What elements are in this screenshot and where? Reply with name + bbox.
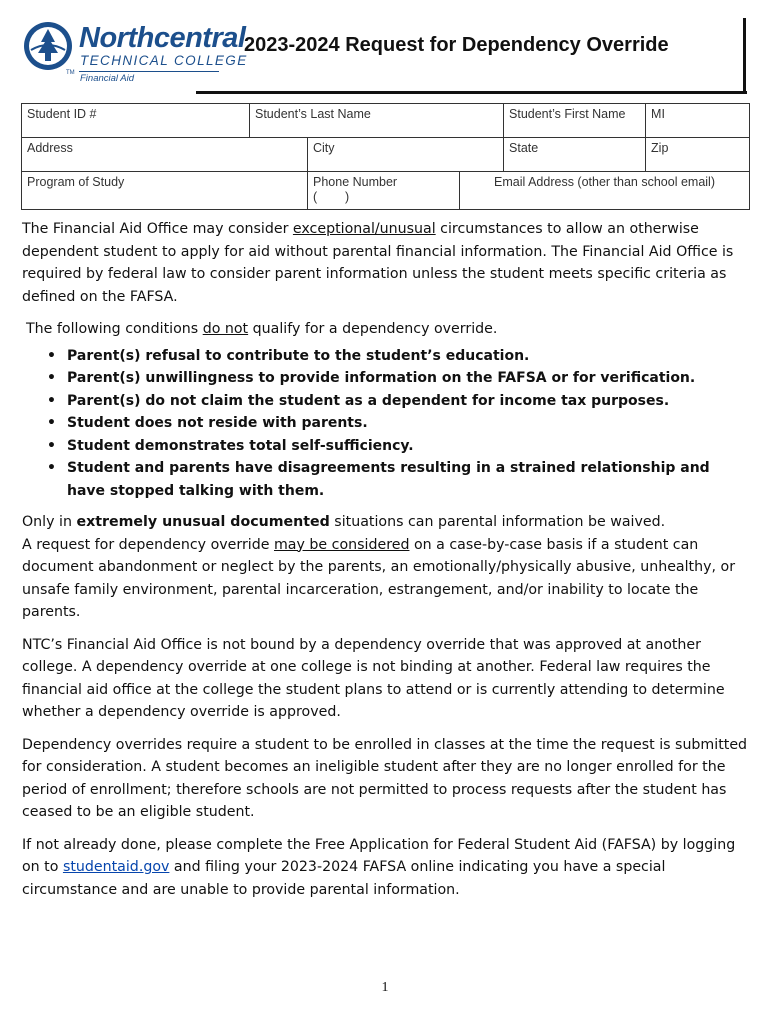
phone-label: Phone Number	[313, 175, 398, 189]
program-field[interactable]	[22, 172, 308, 210]
fafsa-paragraph: If not already done, please complete the Free Application for Federal Student Aid (FAFSA) by logging on to studentaid.gov and filing your 2023-2024 FAFSA online indicating you have a special circumstance and are unable to provide parental information.	[22, 836, 736, 898]
email-field[interactable]	[460, 172, 750, 210]
college-logo	[22, 18, 248, 88]
logo-subtitle: TECHNICAL COLLEGE	[80, 53, 248, 68]
program-label: Program of Study	[27, 175, 125, 189]
non-qualifying-conditions-list	[22, 345, 750, 503]
logo-name: Northcentral	[79, 22, 246, 54]
student-id-label: Student ID #	[27, 107, 97, 121]
address-field[interactable]	[22, 138, 308, 172]
title-border-right	[743, 18, 746, 93]
binding-paragraph: NTC’s Financial Aid Office is not bound by a dependency override that was approved at another college. A dependency override at one college is not binding at another. Federal law requires the financial aid office at the college the student plans to attend or is currently attending to determine whether a dependency override is approved.	[22, 636, 725, 720]
student-info-table	[21, 103, 750, 210]
title-border-bottom	[196, 91, 747, 94]
student-id-field[interactable]	[22, 104, 250, 138]
page-number: 1	[381, 980, 389, 995]
intro-paragraph: The Financial Aid Office may consider exceptional/unusual circumstances to allow an otherwise dependent student to apply for aid without parental financial information. The Financial Aid Office is required by federal law to consider parent information unless the student meets specific criteria as defined on the FAFSA.	[22, 221, 734, 305]
conditions-intro: The following conditions do not qualify for a dependency override.	[26, 321, 498, 337]
logo-trademark: TM	[66, 70, 75, 76]
list-item: • Parent(s) do not claim the student as a dependent for income tax purposes.	[67, 390, 750, 413]
last-name-label: Student’s Last Name	[255, 107, 371, 121]
mi-field[interactable]	[646, 104, 750, 138]
mi-label: MI	[651, 107, 665, 121]
document-header	[0, 0, 770, 100]
state-label: State	[509, 141, 539, 155]
zip-field[interactable]	[646, 138, 750, 172]
first-name-field[interactable]	[504, 104, 646, 138]
logo-department: Financial Aid	[80, 73, 135, 84]
email-label: Email Address (other than school email)	[494, 175, 715, 189]
studentaid-link[interactable]: studentaid.gov	[62, 859, 170, 875]
list-item: • Student demonstrates total self-sufficiency.	[67, 435, 750, 458]
list-item: • Parent(s) refusal to contribute to the student’s education.	[67, 345, 750, 368]
first-name-label: Student’s First Name	[509, 107, 626, 121]
logo-globe-icon	[22, 20, 74, 72]
list-item: • Parent(s) unwillingness to provide information on the FAFSA or for verification.	[67, 367, 750, 390]
state-field[interactable]	[504, 138, 646, 172]
last-name-field[interactable]	[250, 104, 504, 138]
list-item: • Student and parents have disagreements resulting in a strained relationship and have stopped talking with them.	[67, 457, 750, 502]
city-field[interactable]	[308, 138, 504, 172]
waiver-paragraph: Only in extremely unusual documented situations can parental information be waived. A request for dependency override may be considered on a case-by-case basis if a student can document abandonment or neglect by the parents, an emotionally/physically abusive, unhealthy, or unsafe family environment, parental incarceration, estrangement, and/or inability to locate the parents.	[22, 514, 736, 620]
enrollment-paragraph: Dependency overrides require a student to be enrolled in classes at the time the request is submitted for consideration. A student becomes an ineligible student after they are no longer enrolled for the period of enrollment; therefore schools are not permitted to process requests after the student has ceased to be an eligible student.	[22, 736, 748, 820]
zip-label: Zip	[651, 141, 669, 155]
page-title: 2023-2024 Request for Dependency Override	[244, 34, 669, 56]
phone-area-code: ( )	[313, 190, 350, 204]
list-item: • Student does not reside with parents.	[67, 412, 750, 435]
address-label: Address	[27, 141, 73, 155]
document-body	[22, 218, 750, 911]
city-label: City	[313, 141, 335, 155]
logo-rule	[79, 71, 219, 72]
phone-field[interactable]	[308, 172, 460, 210]
